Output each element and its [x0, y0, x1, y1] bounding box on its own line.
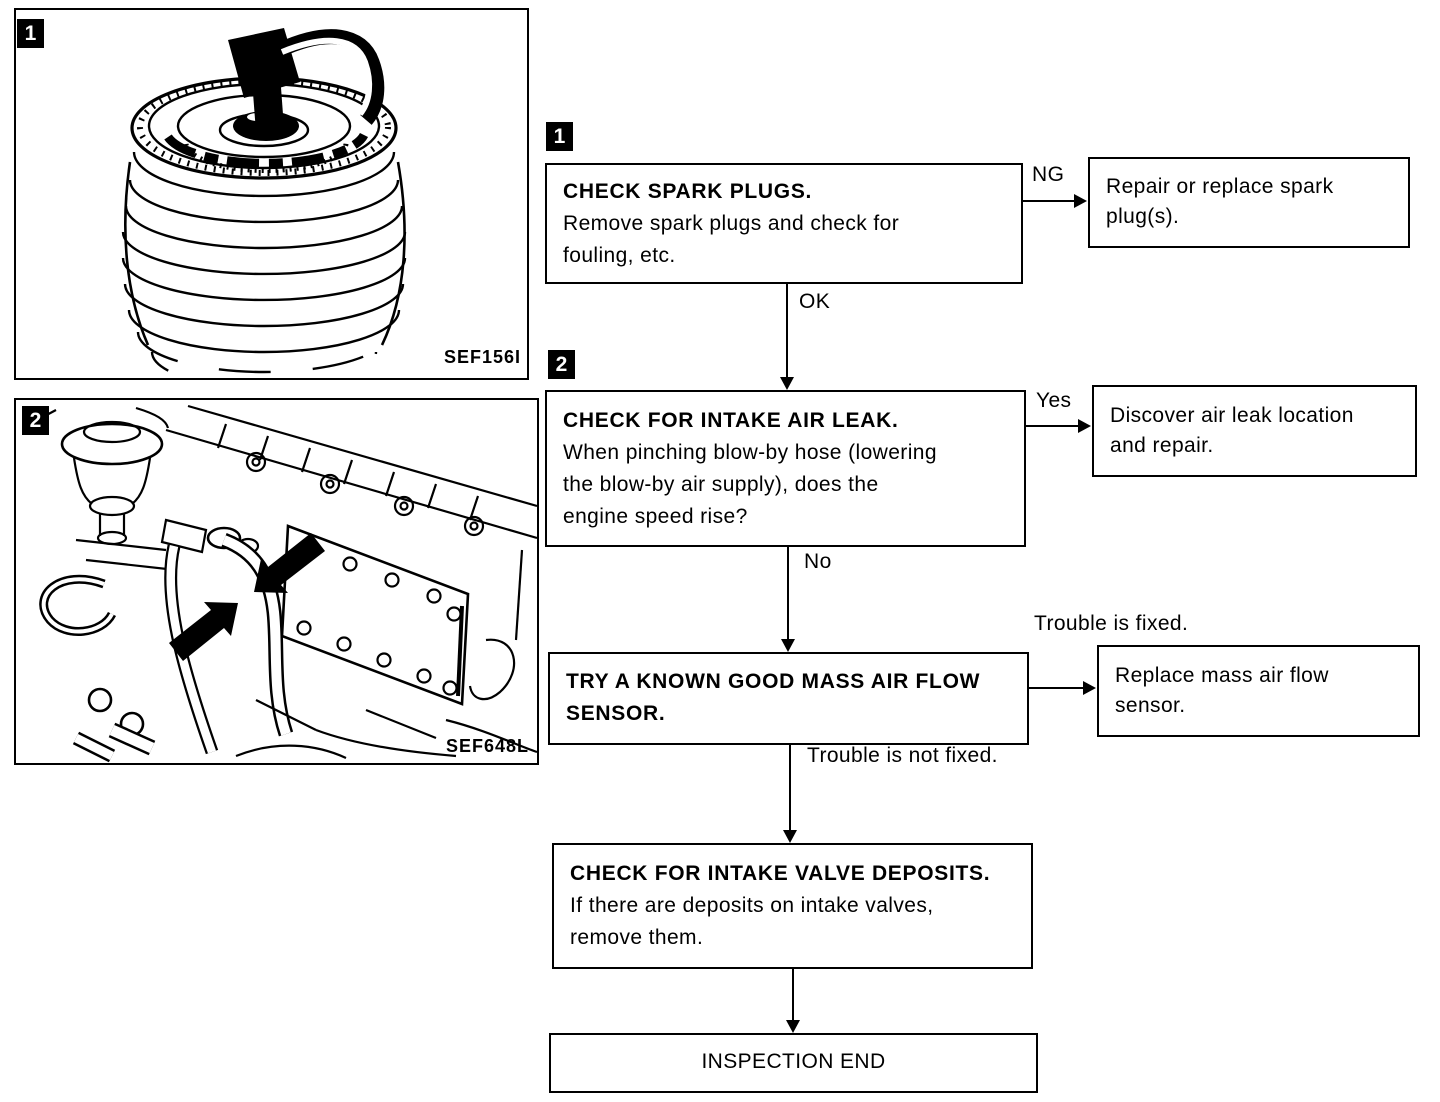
arrowhead-right [1083, 681, 1096, 695]
flow-box-text: plug(s). [1106, 205, 1180, 228]
connector-line [792, 969, 794, 1021]
arrowhead-down [780, 377, 794, 390]
figure-2-caption: SEF648L [445, 736, 529, 756]
connector-label-ok: OK [799, 290, 831, 313]
arrowhead-down [786, 1020, 800, 1033]
flow-box-text: Remove spark plugs and check for [563, 212, 900, 235]
connector-line [786, 284, 788, 378]
flow-box-title: SENSOR. [566, 702, 666, 725]
flow-box-text: Repair or replace spark [1106, 175, 1334, 198]
flow-box-repair-spark-plugs [1088, 157, 1410, 248]
flow-box-check-spark-plugs [545, 163, 1023, 284]
flow-box-title: CHECK FOR INTAKE VALVE DEPOSITS. [570, 862, 991, 885]
figure-1-caption: SEF156I [443, 347, 521, 367]
engine-intake-drawing [16, 400, 537, 763]
flow-box-check-intake-valve-deposits [552, 843, 1033, 969]
connector-line [789, 745, 791, 831]
arrowhead-right [1074, 194, 1087, 208]
flow-step-2-badge: 2 [548, 350, 575, 379]
flow-box-check-intake-air-leak [545, 390, 1026, 547]
flow-box-text: and repair. [1110, 434, 1214, 457]
flow-box-title: CHECK FOR INTAKE AIR LEAK. [563, 409, 899, 432]
flow-box-text: remove them. [570, 926, 704, 949]
connector-label-trouble-not-fixed: Trouble is not fixed. [807, 744, 998, 767]
flow-box-text: If there are deposits on intake valves, [570, 894, 934, 917]
flow-box-title: CHECK SPARK PLUGS. [563, 180, 813, 203]
arrowhead-down [783, 830, 797, 843]
connector-line [1029, 687, 1084, 689]
flow-box-text: engine speed rise? [563, 505, 748, 528]
arrowhead-right [1078, 419, 1091, 433]
flow-box-inspection-end [549, 1033, 1038, 1093]
branch-label-trouble-fixed: Trouble is fixed. [1034, 612, 1189, 635]
flow-box-text: INSPECTION END [701, 1050, 886, 1073]
flow-box-text: the blow-by air supply), does the [563, 473, 879, 496]
figure-engine-intake [14, 398, 539, 765]
flow-box-try-known-good-maf-sensor [548, 652, 1029, 745]
flow-box-text: Discover air leak location [1110, 404, 1354, 427]
arrowhead-down [781, 639, 795, 652]
flow-box-text: sensor. [1115, 694, 1186, 717]
connector-line [1026, 425, 1079, 427]
flow-box-replace-maf-sensor [1097, 645, 1420, 737]
connector-line [1023, 200, 1075, 202]
flow-box-text: Replace mass air flow [1115, 664, 1329, 687]
connector-label-no: No [804, 550, 832, 573]
branch-label-yes: Yes [1036, 389, 1072, 412]
flow-box-title: TRY A KNOWN GOOD MASS AIR FLOW [566, 670, 981, 693]
branch-label-ng: NG [1032, 163, 1065, 186]
figure-spark-plug [14, 8, 529, 380]
connector-line [787, 547, 789, 640]
flow-box-discover-air-leak [1092, 385, 1417, 477]
figure-2-badge: 2 [22, 406, 49, 435]
flow-box-text: fouling, etc. [563, 244, 676, 267]
flow-box-text: When pinching blow-by hose (lowering [563, 441, 937, 464]
flow-step-1-badge: 1 [546, 122, 573, 151]
figure-1-badge: 1 [17, 19, 44, 48]
spark-plug-drawing [16, 10, 527, 378]
